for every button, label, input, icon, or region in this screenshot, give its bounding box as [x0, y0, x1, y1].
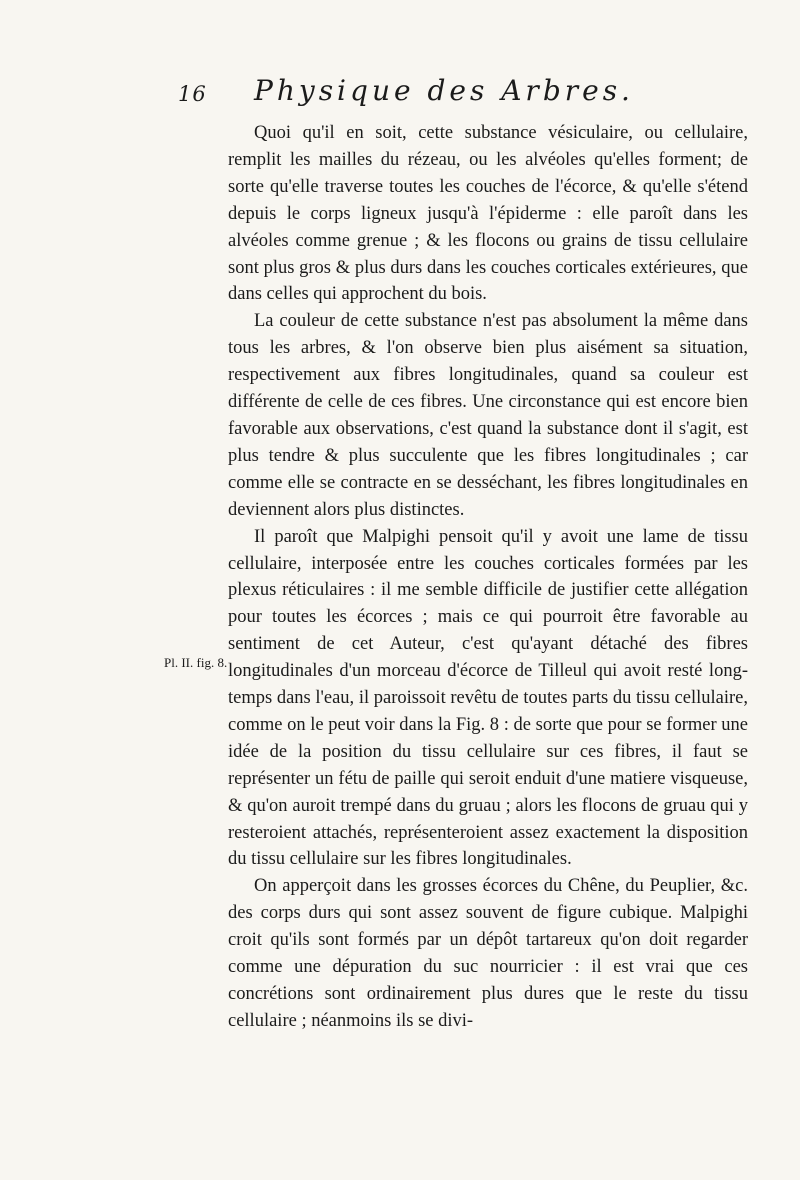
margin-note: Pl. II. fig. 8. [164, 655, 228, 670]
text-body [228, 120, 748, 1035]
running-title: Physique des Arbres. [254, 74, 634, 107]
paragraph-4: On apperçoit dans les grosses écorces du Chêne, du Peuplier, &c. des corps durs qui sont assez souvent de figure cubique. Malpighi croit qu'ils sont formés par un dépôt tartareux qu'on doit regarder comme une dépuration du suc nourricier : il est vrai que ces concrétions sont ordinairement plus dures que le reste du tissu cellulaire ; néanmoins ils se divi- [228, 876, 748, 1031]
page-number: 16 [178, 82, 207, 106]
paragraph-3: Il paroît que Malpighi pensoit qu'il y avoit une lame de tissu cellulaire, interposée entre les couches corticales formées par les plexus réticulaires : il me semble difficile de justifier cette allégation pour toutes les écorces ; mais ce qui pourroit être favorable au sentiment de cet Auteur, c'est qu'ayant détaché des fibres longitudinales d'un morceau d'écorce de Tilleul qui avoit resté long-temps dans l'eau, il paroissoit revêtu de toutes parts du tissu cellulaire, comme on le peut voir dans la Fig. 8 : de sorte que pour se former une idée de la position du tissu cellulaire sur ces fibres, il faut se représenter un fétu de paille qui seroit enduit d'une matiere visqueuse, & qu'on auroit trempé dans du gruau ; alors les flocons de gruau qui y resteroient attachés, représenteroient assez exactement la disposition du tissu cellulaire sur les fibres longitudinales. [228, 526, 748, 870]
paragraph-2: La couleur de cette substance n'est pas absolument la même dans tous les arbres, & l'on observe bien plus aisément sa situation, respectivement aux fibres longitudinales, quand sa couleur est différente de celle de ces fibres. Une circonstance qui est encore bien favorable aux observations, c'est quand la substance dont il s'agit, est plus tendre & plus succulente que les fibres longitudinales ; car comme elle se contracte en se desséchant, les fibres longitudinales en deviennent alors plus distinctes. [228, 311, 748, 520]
paragraph-1: Quoi qu'il en soit, cette substance vésiculaire, ou cellulaire, remplit les mailles du rézeau, ou les alvéoles qu'elles forment; de sorte qu'elle traverse toutes les couches de l'écorce, & qu'elle s'étend depuis le corps ligneux jusqu'à l'épiderme : elle paroît dans les alvéoles comme grenue ; & les flocons ou grains de tissu cellulaire sont plus gros & plus durs dans les couches corticales extérieures, que dans celles qui approchent du bois. [228, 123, 748, 305]
page-header [178, 74, 738, 110]
